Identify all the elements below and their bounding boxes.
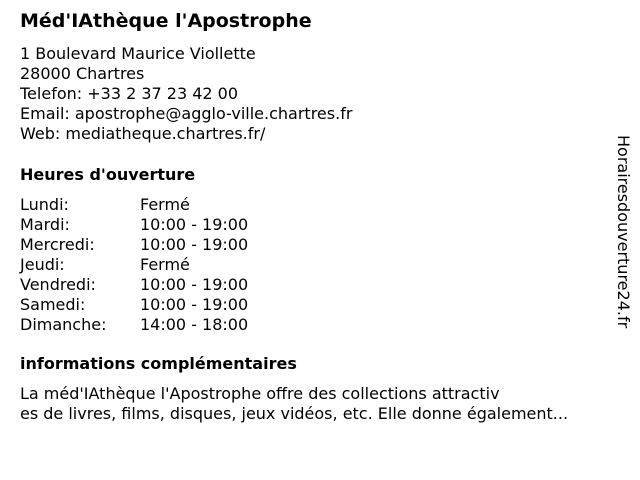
- hours-time: Fermé: [140, 255, 190, 274]
- site-watermark: Horairesdouverture24.fr: [614, 135, 633, 329]
- hours-time: 10:00 - 19:00: [140, 295, 249, 314]
- hours-day: Lundi:: [20, 195, 69, 214]
- address-email: Email: apostrophe@agglo-ville.chartres.fr: [20, 104, 353, 123]
- address-city: 28000 Chartres: [20, 64, 145, 83]
- hours-day: Mardi:: [20, 215, 70, 234]
- hours-day: Dimanche:: [20, 315, 107, 334]
- page-title: Méd'IAthèque l'Apostrophe: [20, 10, 312, 32]
- hours-day: Jeudi:: [20, 255, 65, 274]
- hours-time: 10:00 - 19:00: [140, 235, 249, 254]
- info-line-2: es de livres, films, disques, jeux vidéos, etc. Elle donne également...: [20, 404, 569, 423]
- hours-heading: Heures d'ouverture: [20, 165, 196, 184]
- hours-row-dimanche: [20, 315, 248, 335]
- hours-day: Mercredi:: [20, 235, 95, 254]
- hours-day: Vendredi:: [20, 275, 96, 294]
- hours-time: Fermé: [140, 195, 190, 214]
- hours-row-lundi: [20, 195, 248, 215]
- address-street: 1 Boulevard Maurice Viollette: [20, 44, 256, 63]
- hours-row-vendredi: [20, 275, 248, 295]
- info-line-1: La méd'IAthèque l'Apostrophe offre des collections attractiv: [20, 384, 500, 403]
- hours-row-samedi: [20, 295, 248, 315]
- info-heading: informations complémentaires: [20, 354, 297, 373]
- address-block: [20, 44, 352, 144]
- hours-row-jeudi: [20, 255, 248, 275]
- hours-day: Samedi:: [20, 295, 86, 314]
- hours-time: 10:00 - 19:00: [140, 275, 249, 294]
- hours-table: [20, 195, 248, 335]
- hours-row-mercredi: [20, 235, 248, 255]
- hours-time: 14:00 - 18:00: [140, 315, 249, 334]
- hours-time: 10:00 - 19:00: [140, 215, 249, 234]
- address-phone: Telefon: +33 2 37 23 42 00: [20, 84, 239, 103]
- address-web: Web: mediatheque.chartres.fr/: [20, 124, 266, 143]
- info-text: [20, 384, 568, 424]
- hours-row-mardi: [20, 215, 248, 235]
